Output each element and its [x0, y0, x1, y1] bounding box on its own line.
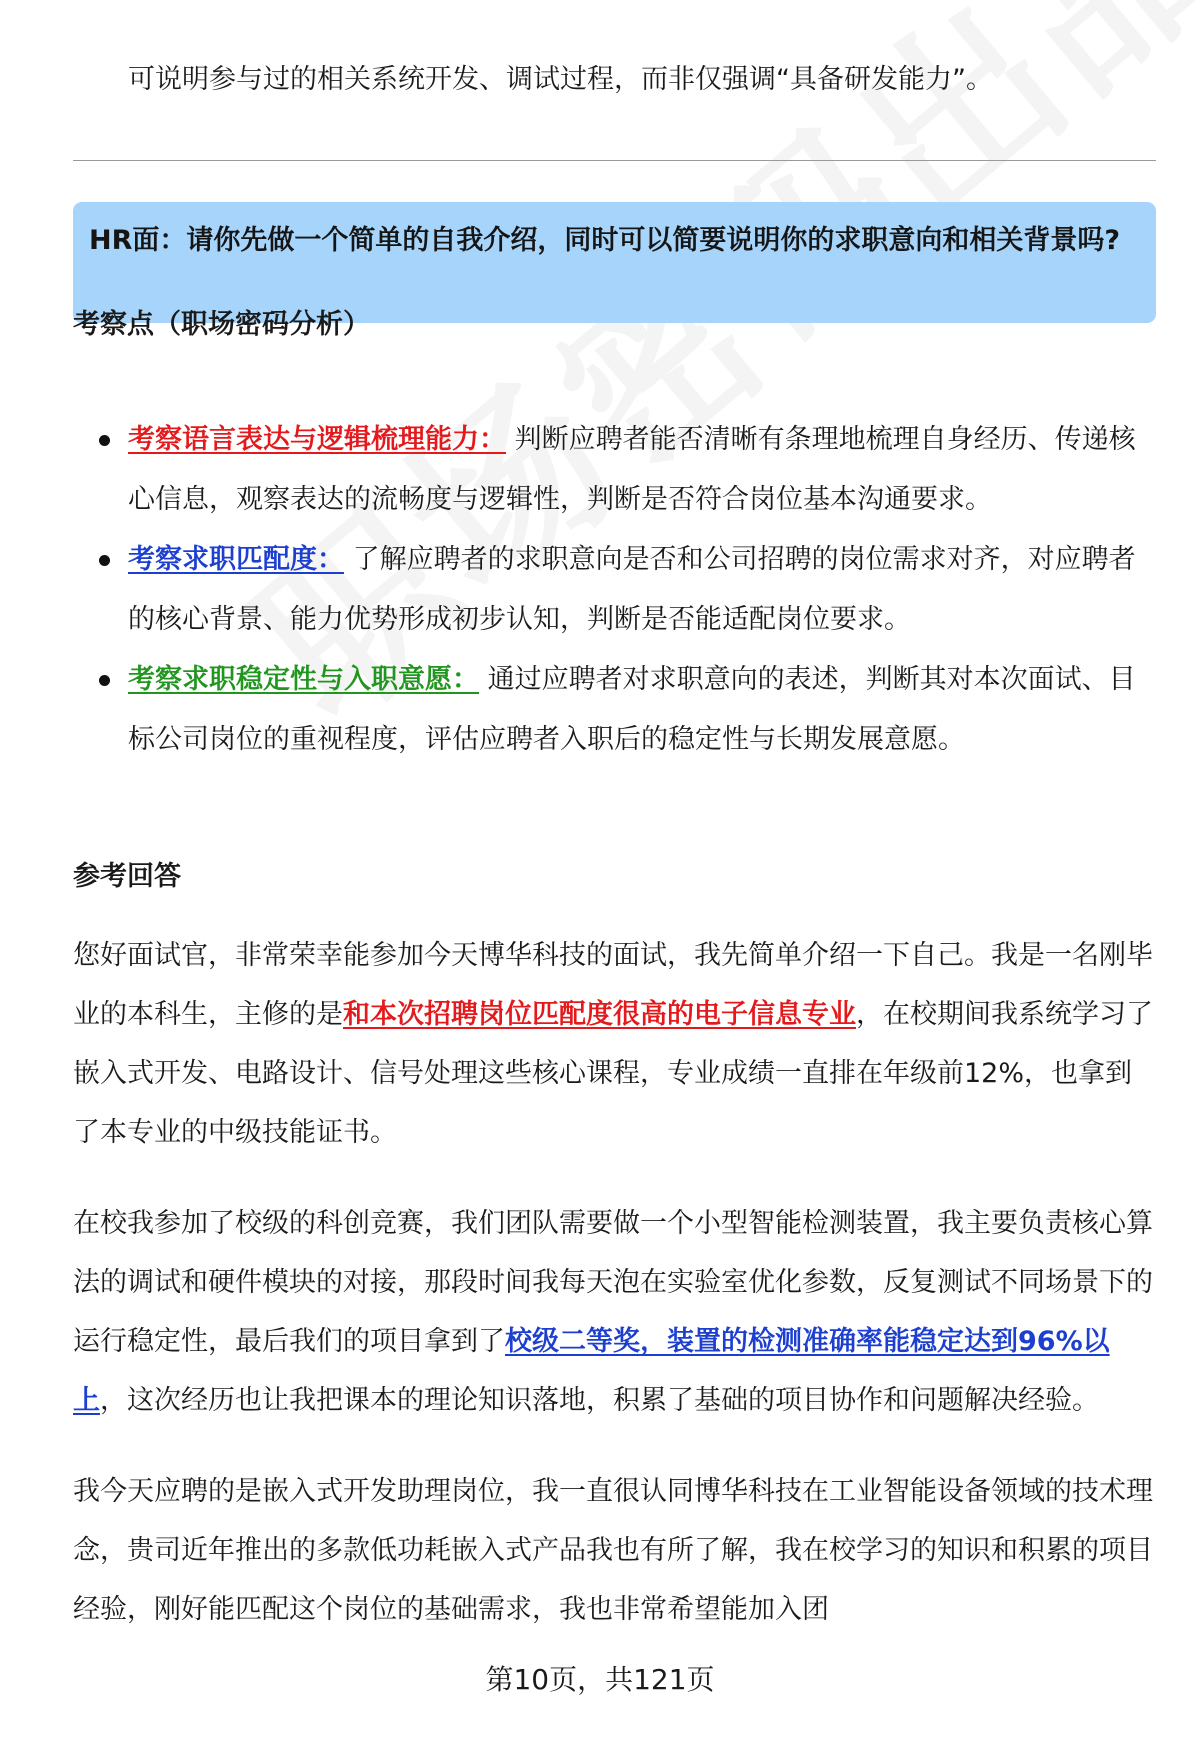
answer-paragraph-2 [73, 1194, 1156, 1430]
bullet-text: 判断应聘者能否清晰有条理地梳理自身经历、传递核心信息，观察表达的流畅度与逻辑性，判断是否符合岗位基本沟通要求。 [128, 424, 1136, 515]
analysis-heading: 考察点（职场密码分析） [73, 309, 370, 340]
analysis-bullet [73, 530, 1156, 650]
bullet-keyword: 考察语言表达与逻辑梳理能力： [128, 424, 506, 455]
analysis-bullet [73, 410, 1156, 530]
analysis-bullet-list [73, 410, 1156, 770]
bullet-text: 了解应聘者的求职意向是否和公司招聘的岗位需求对齐，对应聘者的核心背景、能力优势形成初步认知，判断是否能适配岗位要求。 [128, 544, 1136, 635]
highlight-text: 和本次招聘岗位匹配度很高的电子信息专业 [343, 999, 856, 1030]
paragraph-text: 在校我参加了校级的科创竞赛，我们团队需要做一个小型智能检测装置，我主要负责核心算法的调试和硬件模块的对接，那段时间我每天泡在实验室优化参数，反复测试不同场景下的运行稳定性，最后我们的项目拿到了 [73, 1208, 1153, 1357]
page-number: 第10页，共121页 [485, 1663, 715, 1696]
question-box: HR面：请你先做一个简单的自我介绍，同时可以简要说明你的求职意向和相关背景吗? [73, 202, 1156, 323]
bullet-dot-icon [99, 675, 110, 686]
section-divider [73, 160, 1156, 161]
paragraph-text: ，在校期间我系统学习了嵌入式开发、电路设计、信号处理这些核心课程，专业成绩一直排在年级前12%，也拿到了本专业的中级技能证书。 [73, 999, 1153, 1148]
bullet-text: 通过应聘者对求职意向的表述，判断其对本次面试、目标公司岗位的重视程度，评估应聘者入职后的稳定性与长期发展意愿。 [128, 664, 1136, 755]
paragraph-text: ，这次经历也让我把课本的理论知识落地，积累了基础的项目协作和问题解决经验。 [100, 1385, 1099, 1416]
bullet-dot-icon [99, 555, 110, 566]
answer-heading: 参考回答 [73, 861, 181, 892]
answer-paragraph-3: 我今天应聘的是嵌入式开发助理岗位，我一直很认同博华科技在工业智能设备领域的技术理念，贵司近年推出的多款低功耗嵌入式产品我也有所了解，我在校学习的知识和积累的项目经验，刚好能匹配这个岗位的基础需求，我也非常希望能加入团 [73, 1476, 1153, 1625]
paragraph-text: 您好面试官，非常荣幸能参加今天博华科技的面试，我先简单介绍一下自己。我是一名刚毕业的本科生，主修的是 [73, 940, 1153, 1030]
highlight-text: 校级二等奖，装置的检测准确率能稳定达到96%以上 [73, 1326, 1110, 1416]
bullet-keyword: 考察求职稳定性与入职意愿： [128, 664, 479, 695]
answer-paragraph-1 [73, 926, 1156, 1162]
analysis-bullet [73, 650, 1156, 770]
bullet-dot-icon [99, 435, 110, 446]
bullet-keyword: 考察求职匹配度： [128, 544, 344, 575]
previous-paragraph-tail: 可说明参与过的相关系统开发、调试过程，而非仅强调“具备研发能力”。 [128, 64, 993, 95]
